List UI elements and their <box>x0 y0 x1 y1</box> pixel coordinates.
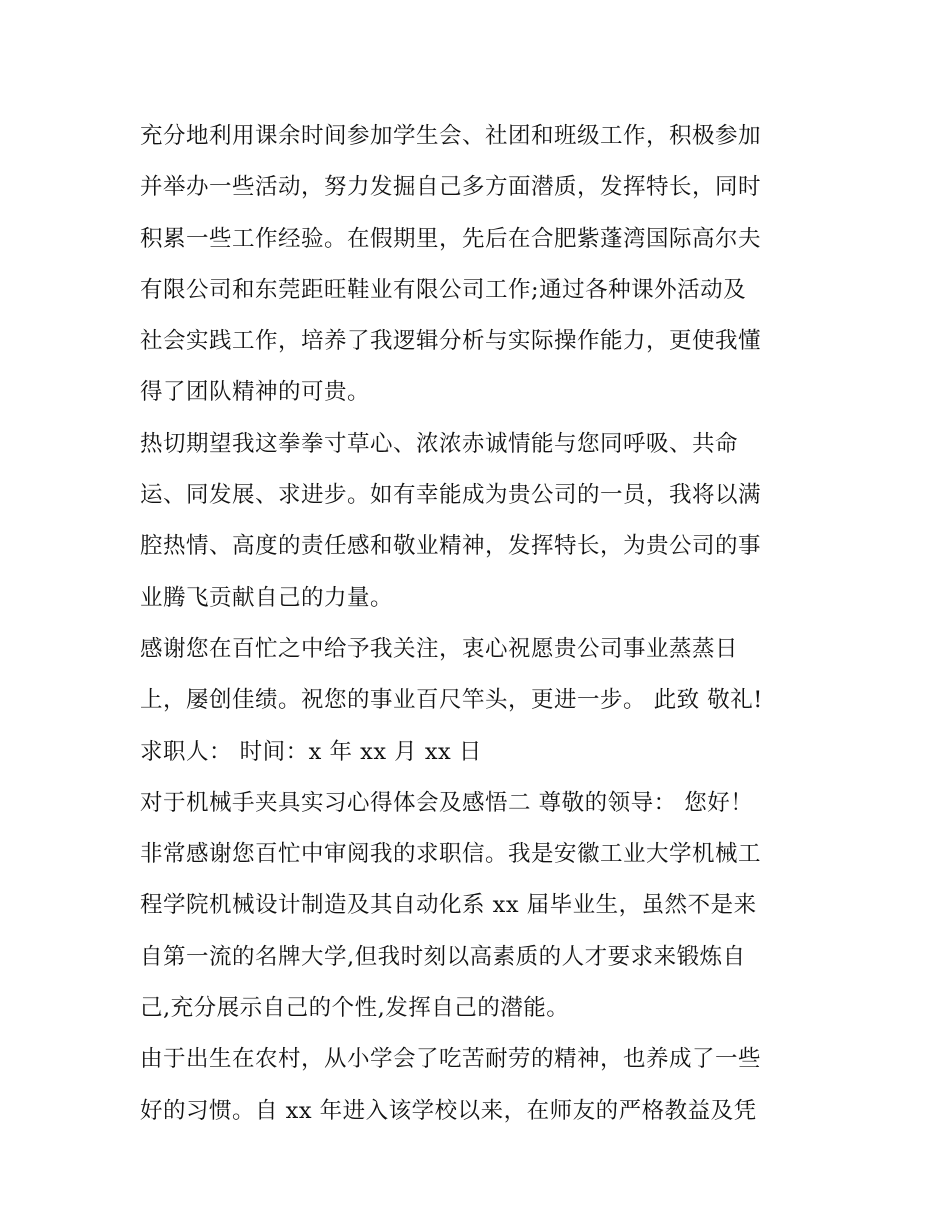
text-line: 充分地利用课余时间参加学生会、社团和班级工作，积极参加 <box>140 123 762 149</box>
text-line: 感谢您在百忙之中给予我关注，衷心祝愿贵公司事业蒸蒸日 <box>140 635 739 662</box>
text-line: 上，屡创佳绩。祝您的事业百尺竿头，更进一步。 此致 敬礼! <box>140 687 763 714</box>
text-line: 积累一些工作经验。在假期里，先后在合肥紫蓬湾国际高尔夫 <box>140 225 762 252</box>
text-line: 业腾飞贡献自己的力量。 <box>140 584 394 611</box>
text-line: 社会实践工作，培养了我逻辑分析与实际操作能力，更使我懂 <box>140 328 762 355</box>
text-line: 程学院机械设计制造及其自动化系 xx 届毕业生，虽然不是来 <box>140 892 757 919</box>
body-text <box>140 111 820 1137</box>
text-line: 对于机械手夹具实习心得体会及感悟二 尊敬的领导： 您好！ <box>140 789 754 816</box>
text-line: 并举办一些活动，努力发掘自己多方面潜质，发挥特长，同时 <box>140 174 762 201</box>
text-line: 自第一流的名牌大学,但我时刻以高素质的人才要求来锻炼自 <box>140 943 746 970</box>
text-line: 非常感谢您百忙中审阅我的求职信。我是安徽工业大学机械工 <box>140 841 762 868</box>
text-line: 有限公司和东莞距旺鞋业有限公司工作;通过各种课外活动及 <box>140 276 747 303</box>
text-line: 由于出生在农村，从小学会了吃苦耐劳的精神，也养成了一些 <box>140 1046 762 1073</box>
text-line: 好的习惯。自 xx 年进入该学校以来，在师友的严格教益及凭 <box>140 1097 757 1124</box>
text-line: 腔热情、高度的责任感和敬业精神，发挥特长，为贵公司的事 <box>140 533 762 560</box>
text-line: 热切期望我这拳拳寸草心、浓浓赤诚情能与您同呼吸、共命 <box>140 430 739 457</box>
text-line: 运、同发展、求进步。如有幸能成为贵公司的一员，我将以满 <box>140 482 762 509</box>
text-line: 己,充分展示自己的个性,发挥自己的潜能。 <box>140 995 570 1022</box>
text-line: 求职人： 时间：x 年 xx 月 xx 日 <box>140 738 482 765</box>
text-line: 得了团队精神的可贵。 <box>140 379 371 406</box>
